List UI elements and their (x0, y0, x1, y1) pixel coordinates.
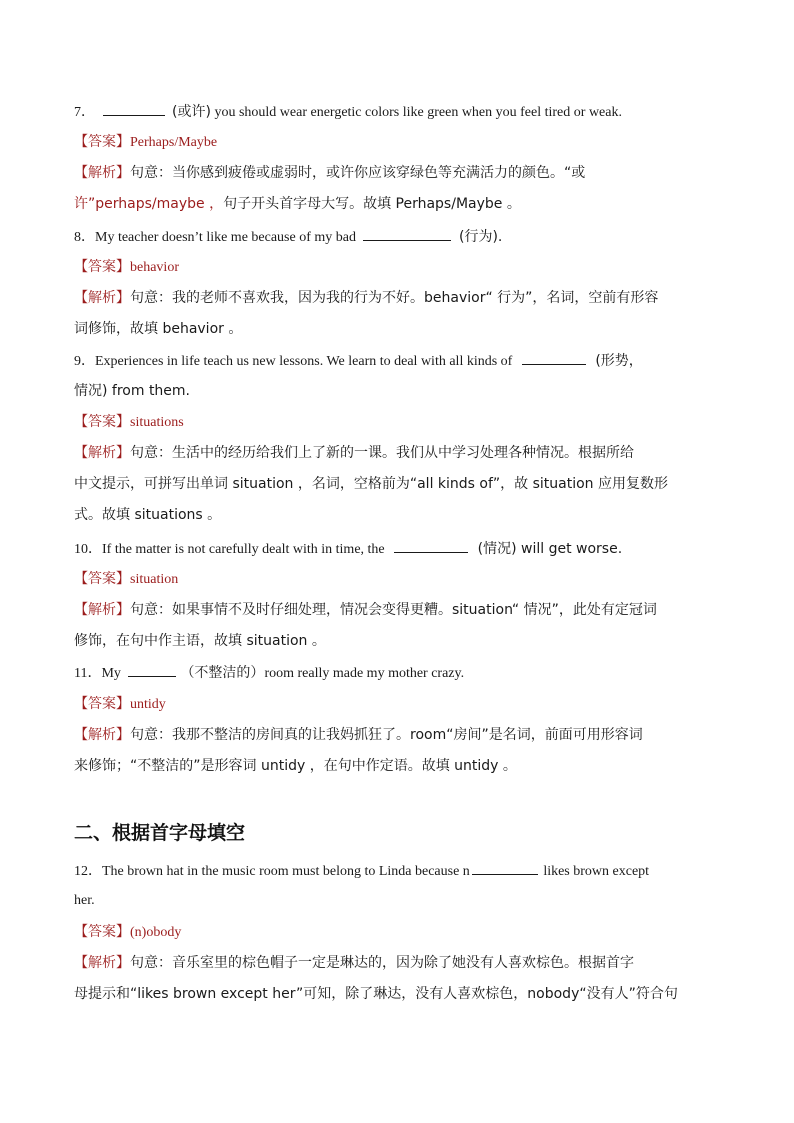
analysis-12 (74, 953, 724, 973)
answer-blank (103, 101, 165, 116)
analysis-10 (74, 600, 724, 620)
answer-tag: 【答案】 (74, 259, 130, 275)
question-number: 12． (74, 864, 102, 879)
question-text: room really made my mother crazy. (264, 666, 465, 681)
answer-text: behavior (130, 260, 179, 275)
question-number: 7． (74, 105, 95, 120)
answer-8 (74, 257, 724, 278)
analysis-11-cont (74, 756, 724, 776)
question-9-cont (74, 381, 724, 401)
chinese-hint: (情况) will get worse. (477, 541, 623, 557)
answer-text: situations (130, 415, 184, 430)
question-text: her. (74, 893, 95, 908)
answer-tag: 【答案】 (74, 571, 130, 587)
analysis-tag: 【解析】 (74, 445, 130, 461)
chinese-hint: (形势， (595, 353, 643, 369)
analysis-11 (74, 725, 724, 745)
answer-tag: 【答案】 (74, 696, 130, 712)
analysis-tag: 【解析】 (74, 290, 130, 306)
question-7 (74, 101, 724, 123)
question-number: 11． (74, 666, 102, 681)
answer-text: situation (130, 572, 179, 587)
question-12-cont (74, 891, 724, 911)
question-12 (74, 860, 724, 882)
answer-blank (522, 350, 586, 365)
answer-12 (74, 922, 724, 943)
answer-9 (74, 412, 724, 433)
analysis-text: 句意：生活中的经历给我们上了新的一课。我们从中学习处理各种情况。根据所给 (130, 445, 634, 461)
answer-blank (363, 226, 451, 241)
question-number: 8． (74, 230, 95, 245)
analysis-7 (74, 163, 724, 183)
analysis-10-cont (74, 631, 724, 651)
analysis-text: 句意：音乐室里的棕色帽子一定是琳达的，因为除了她没有人喜欢棕色。根据首字 (130, 955, 634, 971)
question-number: 9． (74, 354, 95, 369)
analysis-text: 式。故填 situations 。 (74, 507, 222, 523)
analysis-8-cont (74, 319, 724, 339)
analysis-tag: 【解析】 (74, 165, 130, 181)
section-heading: 二、根据首字母填空 (74, 822, 246, 844)
answer-blank (128, 662, 176, 677)
analysis-7-cont (74, 194, 724, 214)
chinese-hint: (行为). (458, 229, 503, 245)
question-10 (74, 538, 724, 560)
analysis-text: 句意：当你感到疲倦或虚弱时，或许你应该穿绿色等充满活力的颜色。“或 (130, 165, 586, 181)
answer-blank (472, 860, 538, 875)
question-text: If the matter is not carefully dealt with in time, the (102, 542, 385, 557)
chinese-hint: （不整洁的） (180, 665, 265, 681)
answer-text: (n)obody (130, 925, 182, 940)
answer-tag: 【答案】 (74, 414, 130, 430)
analysis-text: 句意：我那不整洁的房间真的让我妈抓狂了。room“房间”是名词，前面可用形容词 (130, 727, 643, 743)
analysis-tag: 【解析】 (74, 955, 130, 971)
answer-tag: 【答案】 (74, 134, 130, 150)
question-number: 10． (74, 542, 102, 557)
analysis-text: 句意：我的老师不喜欢我，因为我的行为不好。behavior“ 行为”，名词，空前有形容 (130, 290, 659, 306)
analysis-tag: 【解析】 (74, 727, 130, 743)
analysis-tag: 【解析】 (74, 602, 130, 618)
question-11 (74, 662, 724, 684)
analysis-keyword: 许”perhaps/maybe ， (74, 196, 224, 212)
question-text: Experiences in life teach us new lessons. We learn to deal with all kinds of (95, 354, 513, 369)
question-8 (74, 226, 724, 248)
analysis-text: 母提示和“likes brown except her”可知，除了琳达，没有人喜欢棕色，nobody“没有人”符合句 (74, 986, 678, 1002)
answer-10 (74, 569, 724, 590)
chinese-hint: (或许) (172, 104, 211, 120)
answer-text: Perhaps/Maybe (130, 135, 218, 150)
analysis-text: 句子开头首字母大写。故填 Perhaps/Maybe 。 (223, 196, 521, 212)
answer-11 (74, 694, 724, 715)
question-text: The brown hat in the music room must belong to Linda because n (102, 864, 470, 879)
answer-7 (74, 132, 724, 153)
analysis-text: 修饰，在句中作主语，故填 situation 。 (74, 633, 326, 649)
question-text: likes brown except (539, 864, 650, 879)
analysis-12-cont (74, 984, 724, 1004)
analysis-8 (74, 288, 724, 308)
question-text: 情况) from them. (74, 383, 191, 399)
question-text: My teacher doesn’t like me because of my bad (95, 230, 356, 245)
answer-blank (394, 538, 468, 553)
analysis-text: 中文提示，可拼写出单词 situation ，名词，空格前为“all kinds of”，故 situation 应用复数形 (74, 476, 668, 492)
analysis-text: 来修饰；“不整洁的”是形容词 untidy ，在句中作定语。故填 untidy 。 (74, 758, 517, 774)
question-text: My (101, 666, 121, 681)
analysis-9 (74, 443, 724, 463)
analysis-text: 词修饰，故填 behavior 。 (74, 321, 243, 337)
answer-tag: 【答案】 (74, 924, 130, 940)
question-9 (74, 350, 724, 372)
question-text: you should wear energetic colors like green when you feel tired or weak. (210, 105, 622, 120)
answer-text: untidy (130, 697, 166, 712)
analysis-text: 句意：如果事情不及时仔细处理，情况会变得更糟。situation“ 情况”，此处有定冠词 (130, 602, 657, 618)
analysis-9-cont (74, 474, 724, 494)
analysis-9-cont2 (74, 505, 724, 525)
